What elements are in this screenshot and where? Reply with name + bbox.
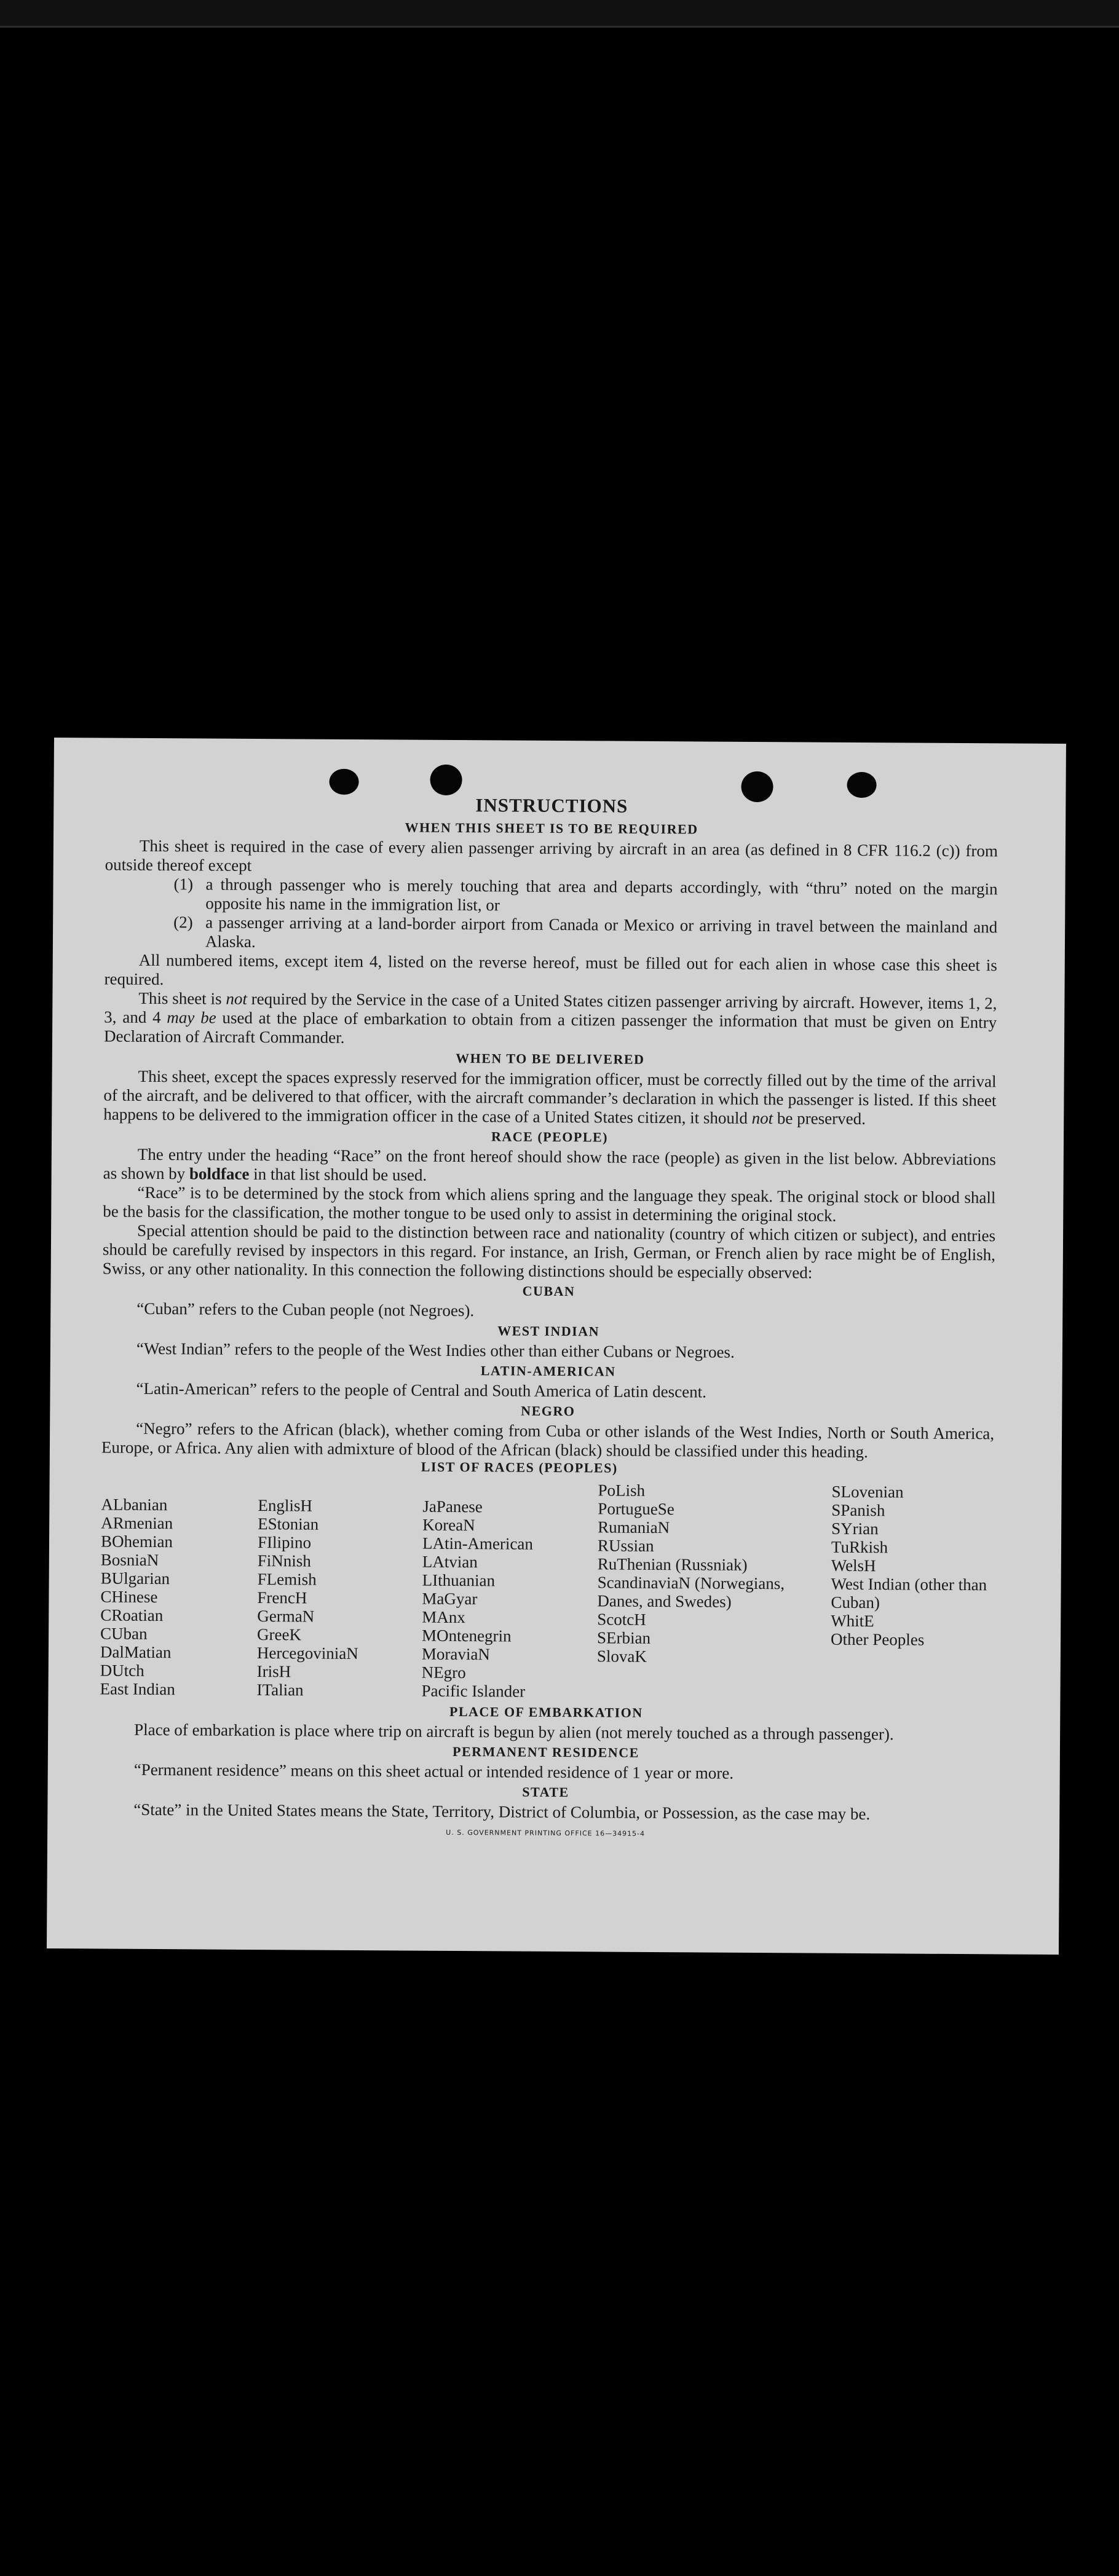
- race-entry: EStonian: [258, 1514, 319, 1534]
- race-entry: EnglisH: [258, 1496, 312, 1515]
- race-entry: ARmenian: [101, 1513, 173, 1533]
- item-number: (2): [173, 913, 193, 932]
- heading-state: STATE: [522, 1784, 569, 1800]
- punch-hole: [741, 771, 773, 802]
- race-entry: BOhemian: [100, 1532, 173, 1551]
- punch-hole: [430, 765, 462, 795]
- race-entry: SYrian: [831, 1519, 879, 1538]
- italic-not: not: [226, 989, 247, 1008]
- race-entry: FiNnish: [257, 1551, 311, 1570]
- heading-permanent-residence: PERMANENT RESIDENCE: [452, 1743, 639, 1760]
- race-entry: NEgro: [421, 1663, 466, 1682]
- heading-west-indian: WEST INDIAN: [497, 1323, 600, 1339]
- race-entry: DUtch: [100, 1661, 144, 1680]
- paragraph-embarkation: Place of embarkation is place where trip on aircraft is begun by alien (not merely touched as a through passenger).: [134, 1720, 894, 1744]
- race-entry: WhitE: [831, 1611, 874, 1631]
- item-text: a passenger arriving at a land-border airport from Canada or Mexico or arriving in travel between the mainland and Alaska.: [205, 913, 998, 951]
- race-entry: JaPanese: [422, 1497, 483, 1516]
- race-entry: GermaN: [257, 1607, 315, 1626]
- race-entry: LAtvian: [422, 1552, 478, 1572]
- race-column-2: [256, 1479, 422, 1700]
- item-text: a through passenger who is merely touching that area and departs accordingly, with “thru” noted on the margin opposite his name in the immigration list, or: [205, 875, 998, 915]
- exception-item-2: [105, 913, 997, 956]
- heading-place-of-embarkation: PLACE OF EMBARKATION: [449, 1703, 643, 1720]
- paragraph-race-determination: “Race” is to be determined by the stock from which aliens spring and the language they speak. The original stock or blood shall be the basis for the classification, the mother tongue to be used only to assist in determining the original stock.: [103, 1183, 996, 1225]
- race-entry: IrisH: [256, 1662, 291, 1681]
- paragraph-race-nationality: Special attention should be paid to the distinction between race and nationality (country of which citizen or subject), and entries should be carefully revised by inspectors in this regard. For instance, an Irish, German, or French alien by race might be of English, Swiss, or any other nationality. In this connection the following distinctions should be especially observed:: [102, 1221, 996, 1282]
- race-entry: MoraviaN: [421, 1644, 490, 1664]
- punch-hole: [847, 772, 876, 798]
- race-entry: ITalian: [256, 1680, 304, 1700]
- race-entry: HercegoviniaN: [256, 1644, 358, 1663]
- heading-race: RACE (PEOPLE): [491, 1128, 609, 1145]
- instruction-sheet: [47, 738, 1066, 1955]
- race-column-4: [596, 1481, 825, 1702]
- text-run: in that list should be used.: [249, 1164, 427, 1184]
- paragraph-west-indian: “West Indian” refers to the people of the West Indies other than either Cubans or Negroes.: [136, 1339, 735, 1361]
- race-entry: PoLish: [598, 1481, 646, 1500]
- paragraph-cuban: “Cuban” refers to the Cuban people (not Negroes).: [136, 1299, 475, 1320]
- race-entry: SLovenian: [831, 1482, 904, 1502]
- race-entry: West Indian (other than Cuban): [831, 1574, 987, 1612]
- race-entry: ALbanian: [101, 1495, 168, 1514]
- race-entry: MOntenegrin: [421, 1626, 512, 1645]
- race-entry: RumaniaN: [598, 1518, 670, 1537]
- heading-list-of-races: LIST OF RACES (PEOPLES): [421, 1459, 618, 1476]
- paragraph-state: “State” in the United States means the State, Territory, District of Columbia, or Possession, as the case may be.: [133, 1800, 871, 1824]
- race-entry: Pacific Islander: [421, 1681, 526, 1701]
- race-entry: SPanish: [831, 1500, 885, 1520]
- race-entry: Other Peoples: [830, 1629, 925, 1649]
- race-entry: East Indian: [100, 1679, 175, 1699]
- race-entry: BosniaN: [100, 1550, 159, 1570]
- race-column-5: [824, 1483, 994, 1704]
- exception-item-1: [105, 875, 997, 918]
- race-entry: CHinese: [100, 1587, 158, 1607]
- race-entry: FLemish: [257, 1570, 317, 1589]
- race-column-3: [421, 1480, 598, 1701]
- race-entry: CUban: [100, 1624, 148, 1643]
- race-entry: RuThenian (Russniak): [597, 1554, 748, 1574]
- race-entry: DalMatian: [100, 1642, 172, 1662]
- paragraph-required-intro: This sheet is required in the case of every alien passenger arriving by aircraft in an area (as defined in 8 CFR 116.2 (c)) from outside thereof except: [105, 836, 998, 875]
- race-entry: BUlgarian: [100, 1569, 170, 1588]
- race-entry: MAnx: [422, 1607, 465, 1627]
- paragraph-residence: “Permanent residence” means on this sheet actual or intended residence of 1 year or more.: [133, 1760, 734, 1782]
- paragraph-race-entry: [103, 1145, 996, 1189]
- race-entry: ScotcH: [597, 1610, 646, 1629]
- text-run: This sheet, except the spaces expressly reserved for the immigration officer, must be correctly filled out by the time of the arrival of the aircraft, and be delivered to that officer, with the aircraft commander’s declaration in which the passenger is listed. If this sheet happens to be delivered to the immigration officer in the case of a United States citizen, it should: [103, 1066, 997, 1127]
- race-entry: TuRkish: [831, 1537, 888, 1557]
- heading-cuban: CUBAN: [522, 1283, 575, 1299]
- race-entry: CRoatian: [100, 1605, 164, 1625]
- race-entry: ScandinaviaN (Norwegians, Danes, and Swedes): [597, 1573, 785, 1611]
- race-entry: PortugueSe: [598, 1499, 674, 1519]
- paragraph-delivery: [103, 1067, 997, 1130]
- race-entry: GreeK: [257, 1625, 302, 1644]
- text-run: This sheet is: [138, 988, 226, 1008]
- heading-negro: NEGRO: [521, 1403, 575, 1419]
- race-entry: LIthuanian: [422, 1570, 496, 1590]
- race-entry: SlovaK: [596, 1647, 647, 1666]
- paragraph-negro: “Negro” refers to the African (black), whether coming from Cuba or other islands of the West Indies, North or South America, Europe, or Africa. Any alien with admixture of blood of the African (black) should be classified under this heading.: [101, 1419, 995, 1462]
- race-entry: WelsH: [831, 1556, 876, 1575]
- text-run: be preserved.: [773, 1109, 866, 1128]
- race-entry: RUssian: [597, 1536, 654, 1555]
- race-list: [100, 1478, 994, 1703]
- bold-boldface: boldface: [189, 1164, 250, 1183]
- paragraph-latin-american: “Latin-American” refers to the people of Central and South America of Latin descent.: [136, 1379, 706, 1401]
- race-entry: FrencH: [257, 1588, 307, 1607]
- heading-when-delivered: WHEN TO BE DELIVERED: [456, 1050, 645, 1067]
- race-entry: FIlipino: [257, 1533, 312, 1552]
- race-column-1: [100, 1478, 258, 1699]
- punch-hole: [329, 769, 358, 795]
- race-entry: MaGyar: [422, 1589, 478, 1609]
- printing-office-imprint: U. S. GOVERNMENT PRINTING OFFICE 16—34915-4: [446, 1828, 646, 1838]
- top-film-border: [0, 0, 1119, 28]
- text-run: required by the Service in the case of a United States citizen passenger arriving by aircraft. However, items 1, 2, 3, and 4: [104, 989, 997, 1027]
- item-number: (1): [173, 875, 194, 894]
- race-entry: KoreaN: [422, 1515, 475, 1535]
- italic-not: not: [751, 1108, 773, 1128]
- text-run: used at the place of embarkation to obtain from a citizen passenger the information that must be given on Entry Declaration of Aircraft Commander.: [103, 1008, 997, 1047]
- italic-may-be: may be: [167, 1008, 216, 1027]
- paragraph-numbered-items: All numbered items, except item 4, listed on the reverse hereof, must be filled out for each alien in whose case this sheet is required.: [104, 950, 997, 989]
- heading-when-required: WHEN THIS SHEET IS TO BE REQUIRED: [405, 819, 698, 837]
- heading-latin-american: LATIN-AMERICAN: [480, 1363, 616, 1379]
- race-entry: LAtin-American: [422, 1534, 534, 1553]
- paragraph-citizen-passenger: [104, 989, 997, 1052]
- document-title: INSTRUCTIONS: [475, 794, 628, 817]
- text-run: The entry under the heading “Race” on the front hereof should show the race (people) as given in the list below. Abbreviations as shown by: [103, 1144, 996, 1183]
- race-entry: SErbian: [596, 1628, 651, 1647]
